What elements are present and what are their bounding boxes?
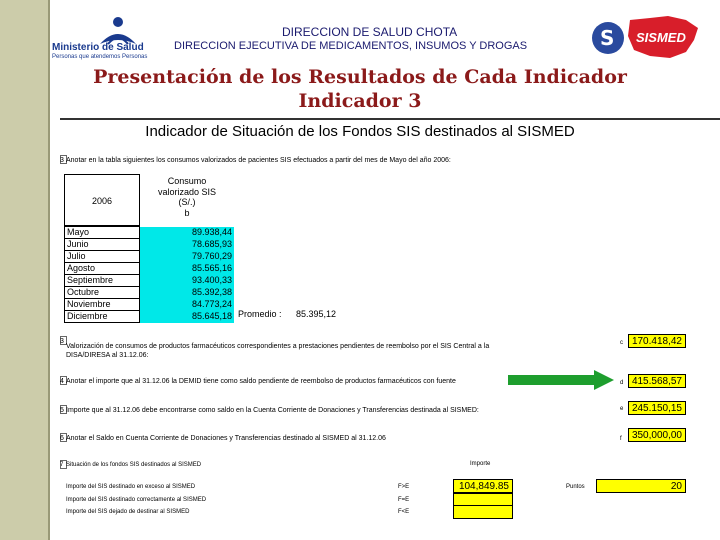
fund-row-shortfall-value (453, 505, 513, 519)
value-cell: 78.685,93 (140, 239, 235, 251)
step-3b-letter: c (620, 340, 623, 346)
consumption-column-header (140, 174, 234, 226)
step-6-value: 350,000,00 (628, 428, 686, 442)
table-row (65, 287, 235, 299)
title-divider (60, 118, 720, 120)
table-row (65, 299, 235, 311)
monthly-values (64, 226, 234, 323)
fund-row-correct-label: Importe del SIS destinado correctamente al SISMED (66, 497, 207, 503)
table-row (65, 251, 235, 263)
value-cell: 93.400,33 (140, 275, 235, 287)
value-cell: 89.938,44 (140, 227, 235, 239)
step-5-number: 5 (60, 407, 64, 414)
table-row (65, 263, 235, 275)
year-header: 2006 (64, 174, 140, 226)
step-6-instruction: Anotar el Saldo en Cuenta Corriente de Donaciones y Transferencias destinado al SISMED al 31.12.06 (66, 435, 386, 442)
step-3b-instruction: Valorización de consumos de productos farmacéuticos correspondientes a prestaciones pendientes de reembolso por el SIS Central a la (66, 343, 490, 350)
fund-row-excess-value: 104,849.85 (453, 479, 513, 493)
month-cell: Octubre (65, 287, 140, 299)
step-6-letter: f (620, 436, 622, 442)
step-3-number: 3 (60, 157, 64, 164)
col-header-1: Consumo (167, 176, 207, 186)
month-cell: Agosto (65, 263, 140, 275)
month-cell: Mayo (65, 227, 140, 239)
col-header-4: b (184, 207, 190, 218)
value-cell: 85.645,18 (140, 311, 235, 323)
value-cell: 79.760,29 (140, 251, 235, 263)
sismed-logo (590, 14, 702, 62)
points-value: 20 (596, 479, 686, 493)
importe-label: Importe (470, 461, 491, 467)
table-row (65, 311, 235, 323)
step-7-instruction: Situación de los fondos SIS destinados al SISMED (66, 462, 202, 468)
step-5-value: 245.150,15 (628, 401, 686, 415)
svg-text:S: S (600, 26, 615, 50)
table-row (65, 275, 235, 287)
ministerio-logo (52, 14, 170, 64)
step-5-instruction: Importe que al 31.12.06 debe encontrarse como saldo en la Cuenta Corriente de Donaciones y Transferencias destinada al SISMED: (66, 407, 479, 414)
indicator-subtitle: Indicador de Situación de los Fondos SIS destinados al SISMED (145, 123, 575, 140)
page-title: Presentación de los Resultados de Cada Indicador (93, 66, 627, 88)
step-6-number: 6 (60, 435, 64, 442)
step-4-letter: d (620, 380, 624, 386)
step-5-letter: e (620, 406, 624, 412)
step-4-value: 415.568,57 (628, 374, 686, 388)
ministerio-logo-text: Ministerio de Salud (52, 42, 144, 53)
col-header-2: valorizado SIS (157, 186, 217, 197)
step-4-number: 4 (60, 378, 64, 385)
table-row (65, 227, 235, 239)
value-cell: 84.773,24 (140, 299, 235, 311)
month-cell: Diciembre (65, 311, 140, 323)
col-header-3: (S/.) (178, 197, 196, 207)
step-4-arrow-icon (508, 370, 614, 390)
sismed-logo-text: SISMED (636, 30, 686, 45)
value-cell: 85.565,16 (140, 263, 235, 275)
month-cell: Septiembre (65, 275, 140, 287)
average-label: Promedio : (238, 309, 282, 319)
month-cell: Julio (65, 251, 140, 263)
month-cell: Junio (65, 239, 140, 251)
step-4-instruction: Anotar el importe que al 31.12.06 la DEMID tiene como saldo pendiente de reembolso de productos farmacéuticos con fuente (66, 378, 456, 385)
average-value: 85.395,12 (296, 309, 337, 319)
fund-row-correct-condition: F=E (398, 497, 410, 503)
value-cell: 85.392,38 (140, 287, 235, 299)
page-title-indicator: Indicador 3 (298, 90, 422, 112)
header-line-2: DIRECCION EJECUTIVA DE MEDICAMENTOS, INSUMOS Y DROGAS (174, 40, 528, 52)
fund-row-shortfall-condition: F<E (398, 509, 410, 515)
step-7-number: 7 (60, 462, 64, 468)
puntos-label: Puntos (566, 484, 585, 490)
fund-row-excess-condition: F>E (398, 484, 410, 490)
step-3-instruction: Anotar en la tabla siguientes los consumos valorizados de pacientes SIS efectuados a partir del mes de Mayo del año 2006: (66, 157, 451, 164)
fund-row-excess-label: Importe del SIS destinado en exceso al SISMED (66, 484, 196, 490)
fund-row-shortfall-label: Importe del SIS dejado de destinar al SISMED (66, 509, 190, 515)
table-row (65, 239, 235, 251)
month-cell: Noviembre (65, 299, 140, 311)
step-3b-instruction-2: DISA/DIRESA al 31.12.06: (66, 352, 149, 359)
header-line-1: DIRECCION DE SALUD CHOTA (282, 25, 458, 39)
step-3b-number: 3 (60, 338, 64, 345)
ministerio-logo-tagline: Personas que atendemos Personas (52, 54, 148, 60)
step-3b-value: 170.418,42 (628, 334, 686, 348)
